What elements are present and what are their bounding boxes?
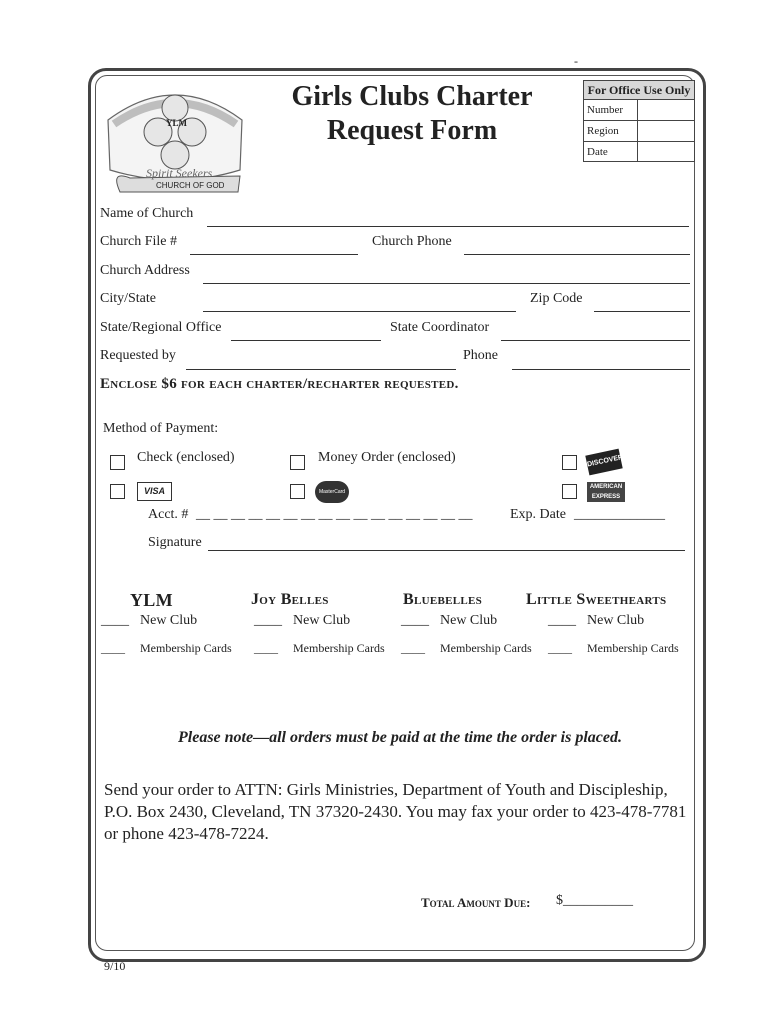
- zip-code-label: Zip Code: [530, 291, 583, 306]
- city-state-field[interactable]: [203, 311, 516, 312]
- enclose-instruction: Enclose $6 for each charter/recharter requested.: [100, 376, 459, 392]
- title-line-1: Girls Clubs Charter: [291, 81, 533, 112]
- page-title: [282, 80, 542, 148]
- mastercard-checkbox[interactable]: [290, 484, 305, 499]
- exp-date-label: Exp. Date: [510, 507, 566, 522]
- bluebelles-cards-label: Membership Cards: [440, 641, 532, 655]
- office-use-box: [583, 80, 695, 162]
- logo-church-text: CHURCH OF GOD: [156, 181, 225, 190]
- bluebelles-new-club-label: New Club: [440, 613, 498, 628]
- requested-by-label: Requested by: [100, 348, 176, 363]
- signature-field[interactable]: [208, 550, 685, 551]
- total-amount-field[interactable]: $__________: [556, 893, 633, 908]
- church-address-field[interactable]: [203, 283, 690, 284]
- girls-ministries-logo: [100, 80, 250, 198]
- joy-belles-new-club-label: New Club: [293, 613, 351, 628]
- zip-code-field[interactable]: [594, 311, 690, 312]
- acct-number-field[interactable]: __ __ __ __ __ __ __ __ __ __ __ __ __ __ __ __: [196, 507, 473, 522]
- office-row-label: Region: [587, 125, 619, 137]
- bluebelles-cards-blank[interactable]: ____: [401, 641, 425, 655]
- acct-label: Acct. #: [148, 507, 189, 522]
- send-line-3: or phone 423-478-7224.: [104, 824, 269, 843]
- visa-checkbox[interactable]: [110, 484, 125, 499]
- office-use-heading: For Office Use Only: [584, 81, 694, 100]
- state-coordinator-label: State Coordinator: [390, 320, 490, 335]
- phone-field[interactable]: [512, 369, 690, 370]
- ylm-cards-label: Membership Cards: [140, 641, 232, 655]
- name-of-church-label: Name of Church: [100, 206, 194, 221]
- send-order-instructions: [104, 779, 694, 845]
- check-checkbox[interactable]: [110, 455, 125, 470]
- phone-label: Phone: [463, 348, 498, 363]
- office-row-number: [584, 100, 694, 121]
- visa-card-icon: VISA: [137, 482, 172, 501]
- signature-label: Signature: [148, 535, 202, 550]
- office-row-region: [584, 121, 694, 142]
- discover-checkbox[interactable]: [562, 455, 577, 470]
- send-line-2: P.O. Box 2430, Cleveland, TN 37320-2430. You may fax your order to 423-478-7781: [104, 802, 687, 821]
- club-name-ylm: YLM: [130, 590, 173, 610]
- club-name-little-sweethearts: Little Sweethearts: [526, 591, 667, 608]
- regional-office-field[interactable]: [231, 340, 381, 341]
- discover-card-icon: DISCOVER: [585, 449, 622, 476]
- church-file-label: Church File #: [100, 234, 177, 249]
- logo-ylm-text: YLM: [166, 118, 187, 128]
- church-address-label: Church Address: [100, 263, 190, 278]
- church-phone-field[interactable]: [464, 254, 690, 255]
- requested-by-field[interactable]: [186, 369, 456, 370]
- money-order-label: Money Order (enclosed): [318, 450, 456, 465]
- little-sweethearts-new-club-blank[interactable]: ____: [548, 613, 576, 628]
- top-mark: -: [574, 54, 578, 68]
- joy-belles-cards-blank[interactable]: ____: [254, 641, 278, 655]
- exp-date-field[interactable]: _____________: [574, 507, 665, 522]
- payment-method-heading: Method of Payment:: [103, 421, 219, 436]
- office-row-date: [584, 142, 694, 162]
- title-line-2: Request Form: [326, 115, 498, 146]
- office-row-label: Number: [587, 104, 624, 116]
- amex-card-icon: AMERICAN EXPRESS: [587, 482, 625, 502]
- logo-spirit-text: Spirit Seekers: [146, 166, 213, 180]
- check-label: Check (enclosed): [137, 450, 235, 465]
- little-sweethearts-cards-label: Membership Cards: [587, 641, 679, 655]
- money-order-checkbox[interactable]: [290, 455, 305, 470]
- joy-belles-new-club-blank[interactable]: ____: [254, 613, 282, 628]
- total-amount-label: Total Amount Due:: [421, 895, 531, 910]
- bluebelles-new-club-blank[interactable]: ____: [401, 613, 429, 628]
- joy-belles-cards-label: Membership Cards: [293, 641, 385, 655]
- little-sweethearts-new-club-label: New Club: [587, 613, 645, 628]
- ylm-new-club-blank[interactable]: ____: [101, 613, 129, 628]
- club-name-joy-belles: Joy Belles: [251, 591, 329, 608]
- state-coordinator-field[interactable]: [501, 340, 690, 341]
- amex-checkbox[interactable]: [562, 484, 577, 499]
- little-sweethearts-cards-blank[interactable]: ____: [548, 641, 572, 655]
- ylm-new-club-label: New Club: [140, 613, 198, 628]
- regional-office-label: State/Regional Office: [100, 320, 222, 335]
- ylm-cards-blank[interactable]: ____: [101, 641, 125, 655]
- office-row-label: Date: [587, 146, 608, 158]
- payment-note: Please note—all orders must be paid at the time the order is placed.: [178, 729, 622, 746]
- city-state-label: City/State: [100, 291, 156, 306]
- form-version: 9/10: [104, 959, 126, 973]
- club-name-bluebelles: Bluebelles: [403, 591, 483, 608]
- mastercard-icon: MasterCard: [315, 481, 349, 503]
- send-line-1: Send your order to ATTN: Girls Ministries, Department of Youth and Discipleship,: [104, 780, 668, 799]
- church-phone-label: Church Phone: [372, 234, 452, 249]
- church-file-field[interactable]: [190, 254, 358, 255]
- name-of-church-field[interactable]: [207, 226, 689, 227]
